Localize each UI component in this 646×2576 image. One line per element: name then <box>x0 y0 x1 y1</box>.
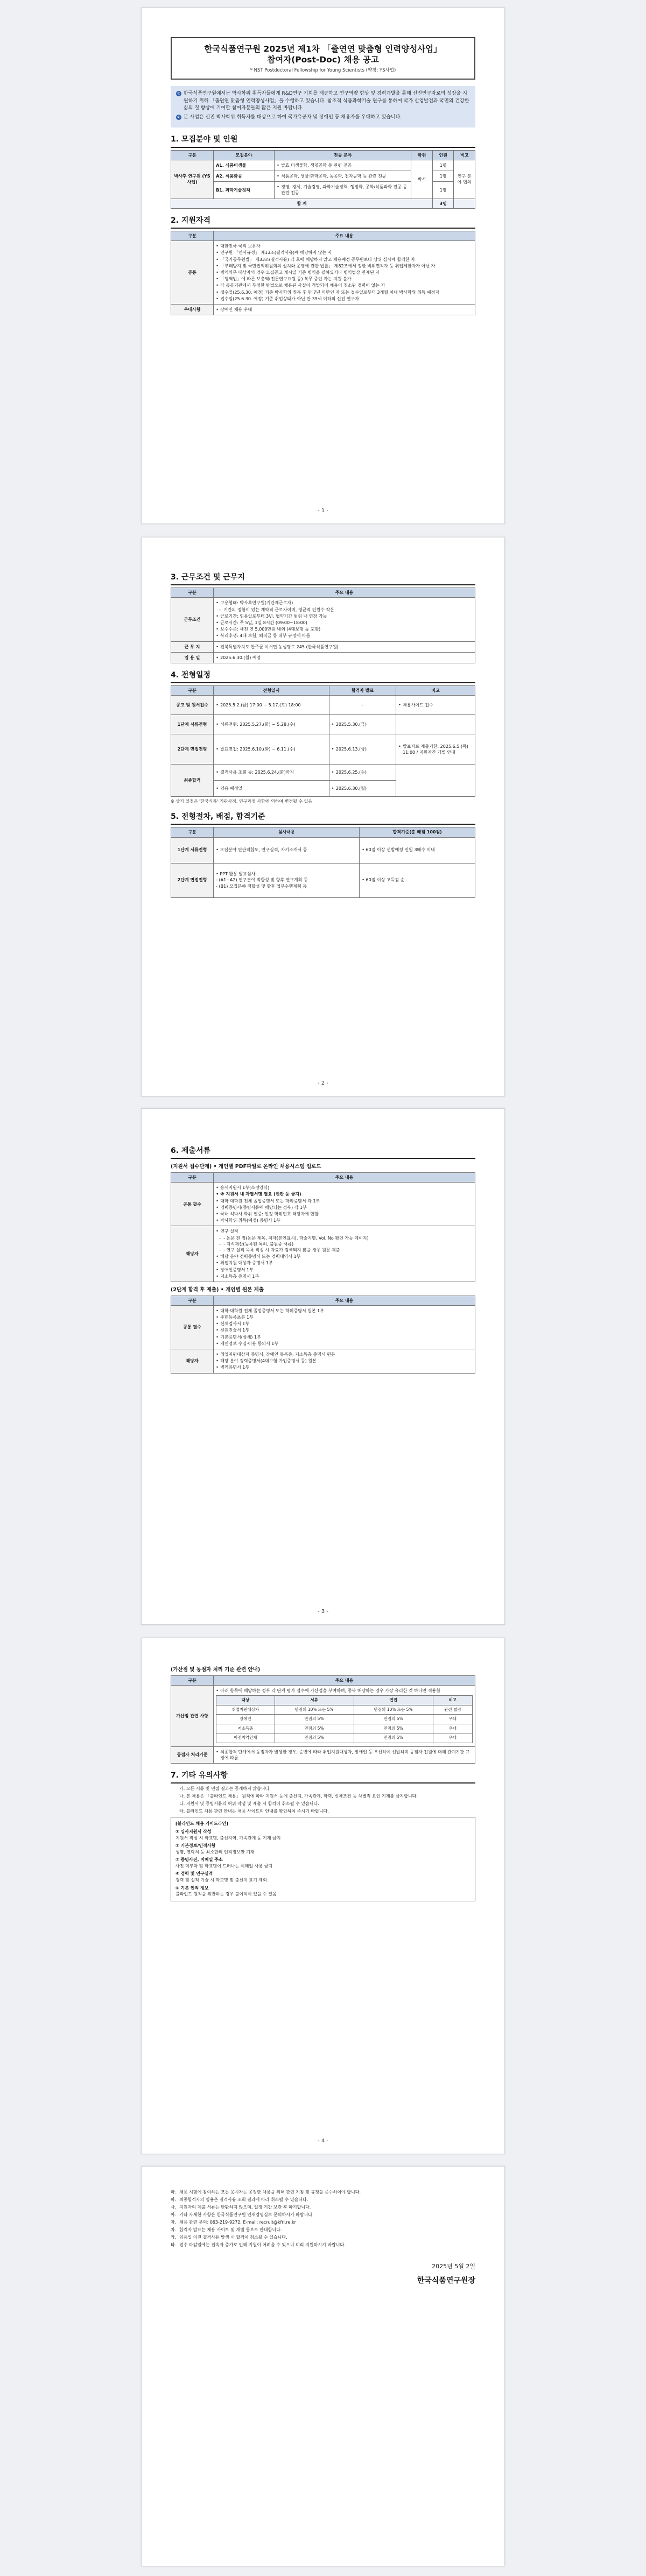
list-item: 카. 임용일 이전 결격사유 발생 시 합격이 취소될 수 있습니다. <box>171 2235 287 2240</box>
table-row: 공통 필수 • 응시지원서 1부(소정양식) • ※ 지원서 내 자필서명 필요 (빈칸 등 금지) • 대학 대학원 전체 졸업증명서 또는 학위증명서 각 1부 • 경력증명서(증빙서류에 해당되는 경우) 각 1부 • 국내 석박사 학위 인증: 인정 학위번호 해당자에 한함 • 박사학위 취득(예정) 증명서 1부 <box>171 1183 475 1226</box>
list-item: 아. 기타 자세한 사항은 한국식품연구원 인재경영실로 문의하시기 바랍니다. <box>171 2212 314 2217</box>
bonus-table: 구분 주요 내용 가산점 관련 사항 • 아래 항목에 해당하는 경우 각 단계 평가 점수에 가산점을 부여하며, 중복 해당하는 경우 가장 유리한 것 하나만 적용함 대상 서류 면접 비고 취업지원대상자 만점의 10% 또는 5% 만점의 10% 또는 5% 관련 법령 장애인 만점의 5% 만점의 5% 우대 저소득층 만점의 5% 만점의 5% 우대 이전지역인재 만점의 5% 만점의 5% 우대 동점자 처리기준 • 최종합격 단계에서 동점자가 발생한 경우, 순번에 따라 취업지원대상자, 장애인 등 우선하여 선발하며 동점자 전원에 대해 관계기관 규정에 따름 <box>171 1675 475 1764</box>
table-row: 저소득층 만점의 5% 만점의 5% 우대 <box>216 1724 473 1733</box>
page-number: - 2 - <box>318 1080 328 1086</box>
table-row: 공통 필수 • 대학·대학원 전체 졸업증명서 또는 학위증명서 원본 1부 • 주민등록초본 1부 • 신체검사서 1부 • 신원진술서 1부 • 기본증명서(상세) 1부 • 개인정보 수집·이용 동의서 1부 <box>171 1305 475 1349</box>
page-number: - 4 - <box>318 2138 328 2144</box>
page-number: - 3 - <box>318 1608 328 1615</box>
list-item: 마. 채용 시험에 참여하는 모든 응시자는 공정한 채용을 위해 관련 지침 및 규정을 준수하여야 합니다. <box>171 2190 361 2195</box>
schedule-footnote: ※ 상기 일정은 '한국식품'·기관사정, 연구과정 사항에 의하여 변경될 수 있음 <box>171 799 313 804</box>
list-item: 다. 지원서 및 증빙서류의 허위 작성 및 제출 시 합격이 취소될 수 있습니다. <box>179 1801 319 1807</box>
table-row: 해당자 • 연구 실적 - - 논문 전 장(논문 제목, 저자(본인표시), 학술지명, Vol, No 확인 가능 페이지) - - 지식재산(등록된 특허, 출원중 서류) - - 연구 실적 목록 작성 시 자료가 검색되지 않을 경우 원문 제출 • 해당 분야 경력증명서 또는 경력내역서 1부 • 취업지원 대상자 증명서 1부 • 장애인증명서 1부 • 저소득층 증명서 1부 <box>171 1226 475 1282</box>
table-row: 1단계 서류전형 • 모집분야 연관적합도, 연구실적, 자기소개서 등 • 60점 이상 선발예정 인원 3배수 이내 <box>171 837 475 863</box>
table-row: 공고 및 원서접수 • 2025.5.2.(금) 17:00 ~ 5.17.(토) 18:00 - • 채용사이트 접수 <box>171 696 475 715</box>
notice-paragraph-1: ① 한국식품연구원에서는 박사학위 취득자들에게 R&D연구 기회를 제공하고 연구역량 향상 및 경력개발을 통해 신진연구자로의 성장을 지원하기 위해 「출연연 맞춤형 인력양성사업」을 수행하고 있습니다. 참조적 식품과학기술 연구를 통하여 국가 산업발전과 국민의 건강한 삶의 질 향상에 기여할 참여자분들의 많은 지원 바랍니다. <box>177 90 469 111</box>
list-item: 바. 최종합격자의 임용은 결격사유 조회 결과에 따라 취소될 수 있습니다. <box>171 2197 308 2202</box>
table-row: 공통 • 대한민국 국적 보유자 • 연구원 「인사규정」 제13조(결격사유)에 해당하지 않는 자 • 「국가공무원법」 제33조(결격사유) 각 호에 해당하지 않고 채용예정 공무원보다 상위 심사에 합격한 자 • 「부패방지 및 국민권익위원회의 설치와 운영에 관한 법률」 제82조에서 정한 비위면직자 등 취업제한자가 아닌 자 • 병역의무 대상자의 경우 모집공고 게시일 기준 병역을 필하였거나 병역법상 면제된 자 • 「병역법」에 따른 보충역(전문연구요원 등) 복무 중인 자는 지원 불가 • 각 공공기관에서 부정한 방법으로 채용된 사실이 적발되어 채용이 취소된 경력이 없는 자 • 접수일(25.6.30. 예정) 기준 박사학위 취득 후 만 7년 미만인 자 또는 접수일로부터 3개월 이내 박사학위 취득 예정자 • 접수일(25.6.30. 예정) 기준 취업상태가 아닌 만 39세 이하의 신진 연구자 <box>171 241 475 305</box>
table-total-row: 합 계 3명 <box>171 199 475 208</box>
table-row: 이전지역인재 만점의 5% 만점의 5% 우대 <box>216 1733 473 1743</box>
documents-subheading-1: (지원서 접수단계) • 개인별 PDF파일로 온라인 채용시스템 업로드 <box>171 1164 321 1170</box>
table-row: 2단계 면접전형 • 발표면접: 2025.6.10.(화) ~ 6.11.(수) • 2025.6.13.(금) • 발표자료 제출기한: 2025.6.5.(목) 11:00 / 지원자간 개별 안내 <box>171 734 475 765</box>
table-row: 1단계 서류전형 • 서류전형: 2025.5.27.(화) ~ 5.28.(수) • 2025.5.30.(금) <box>171 715 475 734</box>
document-page-2 <box>141 537 505 1096</box>
table-row: 취업지원대상자 만점의 10% 또는 5% 만점의 10% 또는 5% 관련 법령 <box>216 1705 473 1715</box>
table-row: A2. 식품화공 • 식품공학, 생물·화학공학, 농공학, 전자공학 등 관련 전공 1명 <box>171 171 475 182</box>
table-row: 입 용 일 • 2025.6.30.(월) 예정 <box>171 652 475 663</box>
table-row: 동점자 처리기준 • 최종합격 단계에서 동점자가 발생한 경우, 순번에 따라 취업지원대상자, 장애인 등 우선하여 선발하며 동점자 전원에 대해 관계기관 규정에 따름 <box>171 1746 475 1763</box>
section-heading-recruit: 1. 모집분야 및 인원 <box>171 134 475 147</box>
title-box <box>171 37 475 80</box>
conditions-table: 구분 주요 내용 근무조건 • 고용형태: 박사후연구원(기간제근로자) - 기간의 정함이 있는 계약직 근로자이며, 평균적 인원수 작은 • 근로기간: 임용일로부터 3년, 협약기간 범위 내 연장 가능 • 근로시간: 주 5일, 1일 8시간 (09:00~18:00) • 보수수준: 세전 연 5,000만원 내외 (4대보험 등 포함) • 복리후생: 4대 보험, 퇴직금 등 내부 규정에 따름 근 무 지 • 전북특별자치도 완주군 이서면 농생명로 245 (한국식품연구원) 입 용 일 • 2025.6.30.(월) 예정 <box>171 588 475 663</box>
schedule-table: 구분 전형일시 합격자 발표 비고 공고 및 원서접수 • 2025.5.2.(금) 17:00 ~ 5.17.(토) 18:00 - • 채용사이트 접수 1단계 서류전형 • 서류전형: 2025.5.27.(화) ~ 5.28.(수) • 2025.5.30.(금) 2단계 면접전형 • 발표면접: 2025.6.10.(화) ~ 6.11.(수) • 2025.6.13.(금) • 발표자료 제출기한: 2025.6.5.(목) 11:00 / 지원자간 개별 안내 최종합격 • 결격사유 조회 등: 2025.6.24.(화)까지 • 2025.6.25.(수) • 임용 예정일 • 2025.6.30.(월) <box>171 685 475 797</box>
list-item: 타. 접수 마감일에는 접속자 증가로 인해 지원이 어려울 수 있으니 미리 지원하시기 바랍니다. <box>171 2242 346 2247</box>
page-subtitle: * NST Postdoctoral Fellowship for Young Scientists (약칭: YS사업) <box>250 68 396 74</box>
section-heading-eligibility: 2. 지원자격 <box>171 215 475 229</box>
page-title-line2: 참여자(Post-Doc) 채용 공고 <box>267 55 379 65</box>
notice-box <box>171 86 475 128</box>
list-item: 라. 블라인드 채용 관련 안내는 채용 사이트의 안내를 확인하여 주시기 바랍니다. <box>179 1809 329 1814</box>
notice-paragraph-2: ② 본 사업은 신진 박사학위 취득자를 대상으로 하여 국가유공자 및 장애인 등 채용자를 우대하고 있습니다. <box>177 115 402 121</box>
bonus-subheading: (가산점 및 동점자 처리 기준 관련 안내) <box>171 1667 261 1673</box>
document-page-5 <box>141 2166 505 2566</box>
documents-subheading-2: (2단계 합격 후 제출) • 개인별 원본 제출 <box>171 1286 264 1293</box>
blind-guideline-box: [블라인드 채용 가이드라인] ① 입사지원서 작성 지원서 작성 시 학교명, 출신지역, 가족관계 등 기재 금지 ② 기본정보/인적사항 성명, 연락처 등 최소한의 인적정보만 기재 ③ 증명사진, 이메일 주소 사진 미부착 및 학교명이 드러나는 이메일 사용 금지 ④ 경력 및 연구실적 경력 및 실적 기술 시 학교명 및 출신지 표기 제외 ⑤ 기본 인적 정보 블라인드 원칙을 위반하는 경우 불이익이 있을 수 있음 <box>171 1817 475 1901</box>
table-row: 가산점 관련 사항 • 아래 항목에 해당하는 경우 각 단계 평가 점수에 가산점을 부여하며, 중복 해당하는 경우 가장 유리한 것 하나만 적용함 대상 서류 면접 비고 취업지원대상자 만점의 10% 또는 5% 만점의 10% 또는 5% 관련 법령 장애인 만점의 5% 만점의 5% 우대 저소득층 만점의 5% 만점의 5% 우대 이전지역인재 만점의 5% 만점의 5% 우대 <box>171 1685 475 1746</box>
documents-table-2: 구분 주요 내용 공통 필수 • 대학·대학원 전체 졸업증명서 또는 학위증명서 원본 1부 • 주민등록초본 1부 • 신체검사서 1부 • 신원진술서 1부 • 기본증명서(상세) 1부 • 개인정보 수집·이용 동의서 1부 해당자 • 취업지원대상자 증명서, 장애인 등록증, 저소득층 증명서 원본 • 해당 분야 경력증명서(4대보험 가입증명서 등) 원본 • 병역증명서 1부 <box>171 1296 475 1374</box>
circle-number-icon: ① <box>177 91 181 96</box>
notes-list <box>171 1786 475 1815</box>
section-heading-notes: 7. 기타 유의사항 <box>171 1770 475 1784</box>
notes-list-continued <box>171 2189 475 2248</box>
section-heading-documents: 6. 제출서류 <box>171 1145 475 1159</box>
document-page-4 <box>141 1638 505 2154</box>
section-heading-schedule: 4. 전형일정 <box>171 670 475 683</box>
section-heading-conditions: 3. 근무조건 및 근무지 <box>171 572 475 585</box>
section-heading-process: 5. 전형절차, 배점, 합격기준 <box>171 811 475 825</box>
signer-name: 한국식품연구원장 <box>417 2276 475 2285</box>
table-row: B1. 과학기술정책 • 경영, 경제, 기술경영, 과학기술정책, 행정학, 공학/식품과학 전공 등 관련 전공 1명 <box>171 182 475 199</box>
table-row: 장애인 만점의 5% 만점의 5% 우대 <box>216 1715 473 1724</box>
table-row: 우대사항 • 장애인 채용 우대 <box>171 304 475 315</box>
table-row: 박사후 연구원 (YS사업) A1. 식품미생물 • 발효 미생물학, 생명공학 등 관련 전공 박사 1명 연구 분야 협의 <box>171 160 475 171</box>
page-title-line1: 한국식품연구원 2025년 제1차 「출연연 맞춤형 인력양성사업」 <box>204 44 442 54</box>
eligibility-table: 구분 주요 내용 공통 • 대한민국 국적 보유자 • 연구원 「인사규정」 제13조(결격사유)에 해당하지 않는 자 • 「국가공무원법」 제33조(결격사유) 각 호에 해당하지 않고 채용예정 공무원보다 상위 심사에 합격한 자 • 「부패방지 및 국민권익위원회의 설치와 운영에 관한 법률」 제82조에서 정한 비위면직자 등 취업제한자가 아닌 자 • 병역의무 대상자의 경우 모집공고 게시일 기준 병역을 필하였거나 병역법상 면제된 자 • 「병역법」에 따른 보충역(전문연구요원 등) 복무 중인 자는 지원 불가 • 각 공공기관에서 부정한 방법으로 채용된 사실이 적발되어 채용이 취소된 경력이 없는 자 • 접수일(25.6.30. 예정) 기준 박사학위 취득 후 만 7년 미만인 자 또는 접수일로부터 3개월 이내 박사학위 취득 예정자 • 접수일(25.6.30. 예정) 기준 취업상태가 아닌 만 39세 이하의 신진 연구자 우대사항 • 장애인 채용 우대 <box>171 231 475 315</box>
list-item: 차. 합격자 발표는 채용 사이트 및 개별 통보로 안내합니다. <box>171 2227 282 2232</box>
list-item: 나. 본 채용은 「블라인드 채용」 원칙에 따라 지원서 등에 출신지, 가족관계, 학력, 신체조건 등 차별적 요인 기재를 금지합니다. <box>179 1794 418 1799</box>
document-page-1 <box>141 8 505 524</box>
list-item: 가. 모든 서류 및 면접 결과는 공개하지 않습니다. <box>179 1786 271 1792</box>
circle-number-icon: ② <box>177 115 181 120</box>
documents-table-1: 구분 주요 내용 공통 필수 • 응시지원서 1부(소정양식) • ※ 지원서 내 자필서명 필요 (빈칸 등 금지) • 대학 대학원 전체 졸업증명서 또는 학위증명서 각 1부 • 경력증명서(증빙서류에 해당되는 경우) 각 1부 • 국내 석박사 학위 인증: 인정 학위번호 해당자에 한함 • 박사학위 취득(예정) 증명서 1부 해당자 • 연구 실적 - - 논문 전 장(논문 제목, 저자(본인표시), 학술지명, Vol, No 확인 가능 페이지) - - 지식재산(등록된 특허, 출원중 서류) - - 연구 실적 목록 작성 시 자료가 검색되지 않을 경우 원문 제출 • 해당 분야 경력증명서 또는 경력내역서 1부 • 취업지원 대상자 증명서 1부 • 장애인증명서 1부 • 저소득층 증명서 1부 <box>171 1172 475 1282</box>
list-item: 사. 지원자의 제출 서류는 반환하지 않으며, 일정 기간 보관 후 파기합니다. <box>171 2205 311 2210</box>
table-row: 해당자 • 취업지원대상자 증명서, 장애인 등록증, 저소득층 증명서 원본 • 해당 분야 경력증명서(4대보험 가입증명서 등) 원본 • 병역증명서 1부 <box>171 1349 475 1373</box>
table-row: 최종합격 • 결격사유 조회 등: 2025.6.24.(화)까지 • 2025.6.25.(수) <box>171 765 475 781</box>
page-number: - 1 - <box>318 507 328 514</box>
table-row: 근무조건 • 고용형태: 박사후연구원(기간제근로자) - 기간의 정함이 있는 계약직 근로자이며, 평균적 인원수 작은 • 근로기간: 임용일로부터 3년, 협약기간 범위 내 연장 가능 • 근로시간: 주 5일, 1일 8시간 (09:00~18:00) • 보수수준: 세전 연 5,000만원 내외 (4대보험 등 포함) • 복리후생: 4대 보험, 퇴직금 등 내부 규정에 따름 <box>171 598 475 641</box>
recruit-table: 구분 모집분야 전공 분야 학위 인원 비고 박사후 연구원 (YS사업) A1. 식품미생물 • 발효 미생물학, 생명공학 등 관련 전공 박사 1명 연구 분야 협의 A2. 식품화공 • 식품공학, 생물·화학공학, 농공학, 전자공학 등 관련 전공 1명 B1. 과학기술정책 • 경영, 경제, 기술경영, 과학기술정책, 행정학, 공학/식품과학 전공 등 관련 전공 1명 합 계 3명 <box>171 150 475 209</box>
announcement-date: 2025년 5월 2일 <box>432 2263 475 2270</box>
table-row: 근 무 지 • 전북특별자치도 완주군 이서면 농생명로 245 (한국식품연구원) <box>171 641 475 652</box>
document-page-3 <box>141 1108 505 1625</box>
table-row: • 임용 예정일 • 2025.6.30.(월) <box>171 781 475 797</box>
table-row: 2단계 면접전형 • PPT 활용 발표심사 - (A1~A2) 연구분야 적합성 및 향후 연구계획 등 - (B1) 모집분야 적합성 및 향후 업무수행계획 등 • 60점 이상 고득점 순 <box>171 863 475 897</box>
process-table: 구분 심사내용 합격기준(총 배점 100점) 1단계 서류전형 • 모집분야 연관적합도, 연구실적, 자기소개서 등 • 60점 이상 선발예정 인원 3배수 이내 2단계 면접전형 • PPT 활용 발표심사 - (A1~A2) 연구분야 적합성 및 향후 연구계획 등 - (B1) 모집분야 적합성 및 향후 업무수행계획 등 • 60점 이상 고득점 순 <box>171 827 475 897</box>
bonus-inner-table: 대상 서류 면접 비고 취업지원대상자 만점의 10% 또는 5% 만점의 10% 또는 5% 관련 법령 장애인 만점의 5% 만점의 5% 우대 저소득층 만점의 5% 만점의 5% 우대 이전지역인재 만점의 5% 만점의 5% 우대 <box>216 1695 473 1743</box>
list-item: 자. 채용 관련 문의: 063-219-9272, E-mail: recruit@kfri.re.kr <box>171 2220 296 2225</box>
